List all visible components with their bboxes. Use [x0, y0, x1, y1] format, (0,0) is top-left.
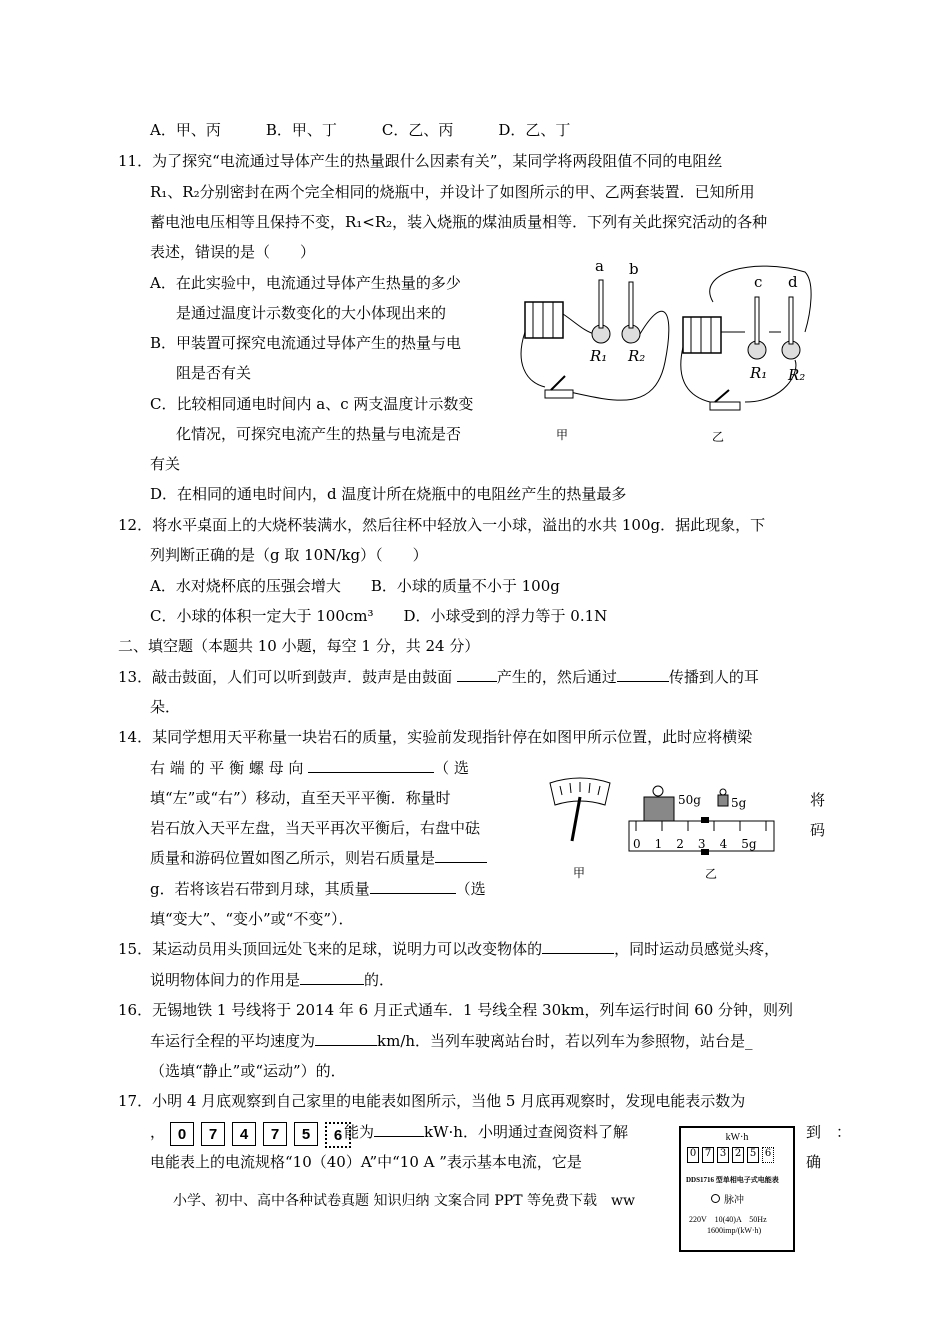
q11-stem-line3: 蓄电池电压相等且保持不变，R₁<R₂，装入烧瓶的煤油质量相等．下列有关此探究活动的各种	[150, 213, 768, 231]
meter-spec: 220V 10(40)A 50Hz	[689, 1215, 767, 1224]
circuit-jia	[521, 280, 669, 400]
label-r1-yi: R₁	[750, 364, 768, 382]
q17-line3: 电能表上的电流规格“10（40）A”中“10 A ”表示基本电流，它是	[150, 1153, 582, 1171]
q11-stem-line4: 表述，错误的是（ ）	[150, 243, 316, 261]
meter-digit-decimal: 6	[325, 1122, 351, 1148]
label-a: a	[595, 257, 604, 275]
q14-line4: 岩石放入天平左盘，当天平再次平衡后，右盘中砝	[150, 819, 481, 837]
q14-side-2: 码	[810, 821, 826, 839]
label-d: d	[788, 273, 798, 291]
meter-display	[687, 1147, 793, 1163]
q12-stem-line2: 列判断正确的是（g 取 10N/kg）（ ）	[150, 546, 428, 564]
label-r2-jia: R₂	[628, 347, 646, 365]
scale-tick-label: 1	[654, 837, 663, 851]
meter-digit: 7	[201, 1122, 225, 1146]
label-balance-jia: 甲	[573, 866, 586, 880]
q14-line5: 质量和游码位置如图乙所示，则岩石质量是	[150, 848, 487, 868]
pulse-light-icon	[711, 1194, 720, 1203]
q17-line2-tail: 到 ：	[806, 1123, 852, 1141]
weight-5g-label: 5g	[731, 796, 747, 810]
meter-digit: 5	[294, 1122, 318, 1146]
q16-line2: 车运行全程的平均速度为 km/h．当列车驶离站台时，若以列车为参照物，站台是_	[150, 1032, 753, 1050]
q11-option-c-line1: C．比较相同通电时间内 a、c 两支温度计示数变	[150, 395, 474, 413]
q12-options-ab: A．水对烧杯底的压强会增大 B．小球的质量不小于 100g	[150, 577, 560, 595]
q14-line3: 填“左”或“右”）移动，直至天平平衡．称量时	[150, 789, 451, 807]
q11-option-b-line1: B．甲装置可探究电流通过导体产生的热量与电	[150, 334, 462, 352]
meter-display-digit: 0	[687, 1147, 699, 1163]
q16-line1: 16．无锡地铁 1 号线将于 2014 年 6 月正式通车．1 号线全程 30km，列车运行时间 60 分钟，则列	[118, 1001, 794, 1019]
meter-reading-digits	[170, 1122, 358, 1148]
meter-display-digit: 7	[702, 1147, 714, 1163]
circuit-figure	[515, 252, 815, 452]
q12-stem-line1: 12．将水平桌面上的大烧杯装满水，然后往杯中轻放入一小球，溢出的水共 100g．据此现象，下	[118, 516, 766, 534]
meter-digit: 0	[170, 1122, 194, 1146]
footer-text: 小学、初中、高中各种试卷真题 知识归纳 文案合同 PPT 等免费下载 ww	[173, 1193, 635, 1209]
meter-display-digit: 2	[732, 1147, 744, 1163]
q11-option-b-line2: 阻是否有关	[176, 364, 252, 382]
meter-unit: kW·h	[725, 1132, 749, 1143]
q10-options: A．甲、丙 B．甲、丁 C．乙、丙 D．乙、丁	[150, 121, 571, 139]
electric-meter	[679, 1126, 795, 1252]
meter-display-digit: 5	[747, 1147, 759, 1163]
meter-imp: 1600imp/(kW·h)	[707, 1226, 762, 1235]
q17-line2: ，	[150, 1123, 166, 1141]
section-fill-blank-title: 二、填空题（本题共 10 小题，每空 1 分，共 24 分）	[118, 637, 480, 655]
meter-pulse	[711, 1191, 793, 1206]
meter-model: DDS1716 型单相电子式电能表	[686, 1176, 779, 1184]
q11-stem-line2: R₁、R₂分别密封在两个完全相同的烧瓶中，并设计了如图所示的甲、乙两套装置．已知所用	[150, 183, 755, 201]
scale-tick-label: 0	[633, 837, 641, 851]
meter-display-digit: 6	[762, 1147, 774, 1163]
label-r2-yi: R₂	[788, 366, 806, 384]
q14-line1: 14．某同学想用天平称量一块岩石的质量，实验前发现指针停在如图甲所示位置，此时应将横梁	[118, 728, 753, 746]
q12-options-cd: C．小球的体积一定大于 100cm³ D．小球受到的浮力等于 0.1N	[150, 607, 608, 625]
q11-option-a-line2: 是通过温度计示数变化的大小体现出来的	[176, 304, 447, 322]
q14-line6: g．若将该岩石带到月球，其质量 （选	[150, 880, 486, 898]
label-jia: 甲	[556, 428, 569, 442]
scale-tick-label: 5g	[741, 837, 757, 851]
rider-scale-ticks	[633, 834, 783, 854]
q11-option-d: D．在相同的通电时间内，d 温度计所在烧瓶中的电阻丝产生的热量最多	[150, 485, 627, 503]
meter-digit: 4	[232, 1122, 256, 1146]
q15-line1: 15．某运动员用头顶回远处飞来的足球，说明力可以改变物体的 ，同时运动员感觉头疼，	[118, 940, 780, 958]
q11-option-c-line3: 有关	[150, 455, 181, 473]
q14-side-1: 将	[810, 791, 826, 809]
q13-line2: 朵．	[150, 698, 181, 716]
balance-pointer-figure	[545, 775, 615, 845]
q15-line2: 说明物体间力的作用是 的．	[150, 971, 395, 989]
label-b: b	[629, 260, 639, 278]
q17-line2-text: 能为 kW·h．小明通过查阅资料了解	[344, 1123, 628, 1141]
q11-option-c-line2: 化情况，可探究电流产生的热量与电流是否	[176, 425, 462, 443]
q17-line1: 17．小明 4 月底观察到自己家里的电能表如图所示，当他 5 月底再观察时，发现电能表示数为	[118, 1092, 746, 1110]
q16-line3: （选填“静止”或“运动”）的．	[150, 1062, 346, 1080]
q14-line7: 填“变大”、“变小”或“不变”）．	[150, 910, 354, 928]
scale-tick-label: 2	[676, 837, 684, 851]
q11-stem-line1: 11．为了探究“电流通过导体产生的热量跟什么因素有关”，某同学将两段阻值不同的电阻丝	[118, 152, 723, 170]
label-c: c	[754, 273, 763, 291]
q13-line1: 13．敲击鼓面，人们可以听到鼓声．鼓声是由鼓面 产生的，然后通过 传播到人的耳	[118, 668, 759, 686]
label-yi: 乙	[712, 430, 725, 444]
scale-tick-label: 3	[697, 837, 706, 851]
q11-option-a-line1: A．在此实验中，电流通过导体产生热量的多少	[150, 274, 461, 292]
meter-digit: 7	[263, 1122, 287, 1146]
meter-display-digit: 3	[717, 1147, 729, 1163]
weight-50g-label: 50g	[678, 793, 701, 807]
q17-line3-tail: 确	[806, 1153, 822, 1171]
q14-line2: 右 端 的 平 衡 螺 母 向 （ 选	[150, 759, 469, 777]
meter-pulse-label: 脉冲	[724, 1195, 744, 1206]
label-r1-jia: R₁	[590, 347, 608, 365]
scale-tick-label: 4	[719, 837, 728, 851]
label-scale-yi: 乙	[705, 867, 718, 881]
